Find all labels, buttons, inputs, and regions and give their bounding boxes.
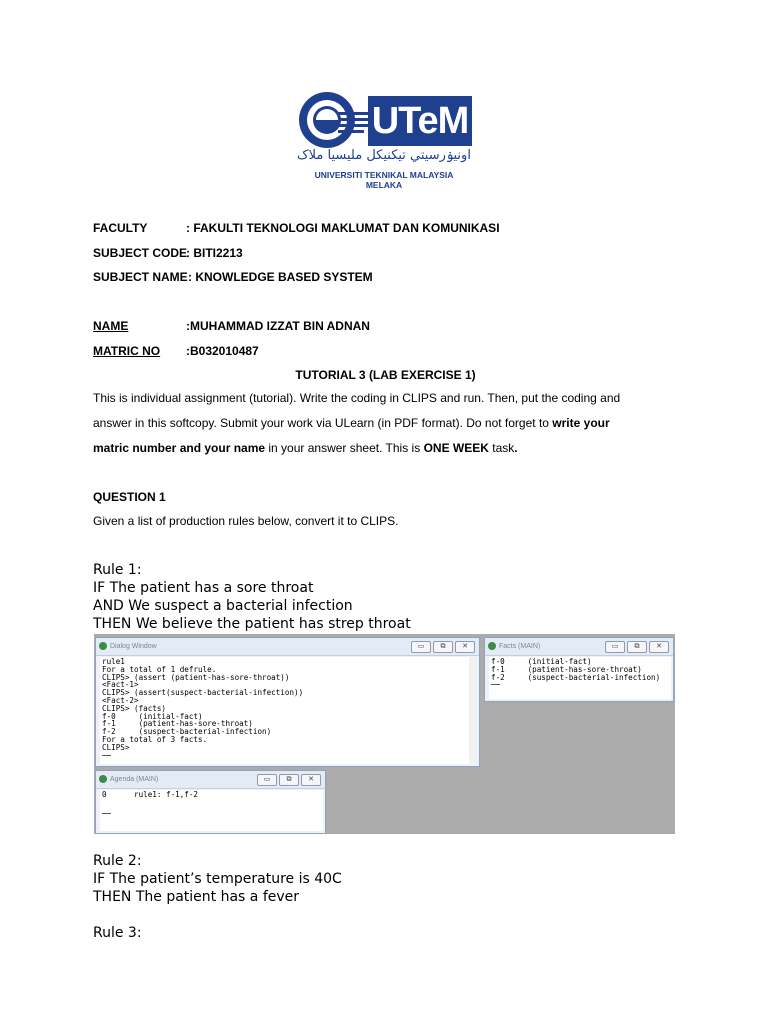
rule3-title: Rule 3: xyxy=(93,925,142,941)
dialog-window[interactable] xyxy=(95,637,480,767)
subject-name-label: SUBJECT NAME xyxy=(93,270,188,284)
close-button[interactable]: ✕ xyxy=(455,641,475,653)
clips-app-icon xyxy=(99,642,107,650)
restore-button[interactable]: ⧉ xyxy=(433,641,453,653)
faculty-label: FACULTY xyxy=(93,221,148,235)
minimize-button[interactable]: ▭ xyxy=(605,641,625,653)
instruction-bold: write your xyxy=(552,416,610,430)
clips-app-icon xyxy=(99,775,107,783)
minimize-button[interactable]: ▭ xyxy=(411,641,431,653)
minimize-button[interactable]: ▭ xyxy=(257,774,277,786)
instruction-bold: . xyxy=(514,441,518,455)
rule1-line-1: IF The patient has a sore throat xyxy=(93,580,314,596)
subject-name-value: : KNOWLEDGE BASED SYSTEM xyxy=(188,270,373,284)
question-title: QUESTION 1 xyxy=(93,490,166,504)
text-cursor xyxy=(102,813,111,814)
instruction-bold: ONE WEEK xyxy=(423,441,489,455)
dialog-scrollbar[interactable] xyxy=(470,657,477,764)
university-seal-icon xyxy=(296,90,370,152)
text-cursor xyxy=(102,755,111,756)
rule1-title: Rule 1: xyxy=(93,562,142,578)
clips-screenshot xyxy=(94,634,675,834)
agenda-output: 0 rule1: f-1,f-2 xyxy=(102,790,199,799)
dialog-output: rule1 For a total of 1 defrule. CLIPS> (assert (patient-has-sore-throat)) <Fact-1> CLIPS> (assert(suspect-bacterial-infection)) <Fact-2> CLIPS> (facts) f-0 (initial-fact) f-1 (patient-has-sore-throat) f-2 (suspect-bacterial-infection) For a total of 3 facts. CLIPS> xyxy=(102,657,304,752)
student-name-label: NAME xyxy=(93,319,129,333)
facts-window[interactable] xyxy=(484,637,674,702)
facts-title: Facts (MAIN) xyxy=(499,643,541,650)
restore-button[interactable]: ⧉ xyxy=(279,774,299,786)
instruction-line-3 xyxy=(93,436,518,461)
university-name: UNIVERSITI TEKNIKAL MALAYSIA MELAKA xyxy=(314,170,454,190)
instruction-line-2 xyxy=(93,411,610,436)
matric-label: MATRIC NO xyxy=(93,344,161,358)
instruction-text: in your answer sheet. This is xyxy=(265,441,424,455)
faculty-value: : FAKULTI TEKNOLOGI MAKLUMAT DAN KOMUNIKASI xyxy=(186,221,500,235)
question-text: Given a list of production rules below, convert it to CLIPS. xyxy=(93,514,399,528)
jawi-wordmark: اونيۏرسيتي تيكنيكل مليسيا ملاک xyxy=(297,148,471,163)
facts-list[interactable] xyxy=(489,657,671,699)
agenda-list[interactable] xyxy=(100,790,323,831)
agenda-window[interactable] xyxy=(95,770,326,834)
text-cursor xyxy=(491,684,500,685)
subject-code-label: SUBJECT CODE xyxy=(93,246,188,260)
student-name-value: :MUHAMMAD IZZAT BIN ADNAN xyxy=(186,319,370,333)
close-button[interactable]: ✕ xyxy=(649,641,669,653)
agenda-title: Agenda (MAIN) xyxy=(110,776,159,783)
tutorial-title: TUTORIAL 3 (LAB EXERCISE 1) xyxy=(295,368,476,382)
rule2-title: Rule 2: xyxy=(93,853,142,869)
rule2-line-2: THEN The patient has a fever xyxy=(93,889,300,905)
restore-button[interactable]: ⧉ xyxy=(627,641,647,653)
facts-output: f-0 (initial-fact) f-1 (patient-has-sore-throat) f-2 (suspect-bacterial-infection) xyxy=(491,657,661,682)
rule1-line-3: THEN We believe the patient has strep throat xyxy=(93,616,411,632)
brand-wordmark: UTeM xyxy=(371,100,469,142)
instruction-bold: matric number and your name xyxy=(93,441,266,455)
clips-app-icon xyxy=(488,642,496,650)
instruction-line-1: This is individual assignment (tutorial). Write the coding in CLIPS and run. Then, put the coding and xyxy=(93,391,621,405)
dialog-console[interactable] xyxy=(100,657,469,764)
close-button[interactable]: ✕ xyxy=(301,774,321,786)
rule1-line-2: AND We suspect a bacterial infection xyxy=(93,598,353,614)
instruction-text: task xyxy=(488,441,515,455)
rule2-line-1: IF The patient’s temperature is 40C xyxy=(93,871,342,887)
instruction-text: answer in this softcopy. Submit your work via ULearn (in PDF format). Do not forget to xyxy=(93,416,553,430)
dialog-title: Dialog Window xyxy=(110,643,157,650)
subject-code-value: : BITI2213 xyxy=(186,246,243,260)
matric-value: :B032010487 xyxy=(186,344,259,358)
